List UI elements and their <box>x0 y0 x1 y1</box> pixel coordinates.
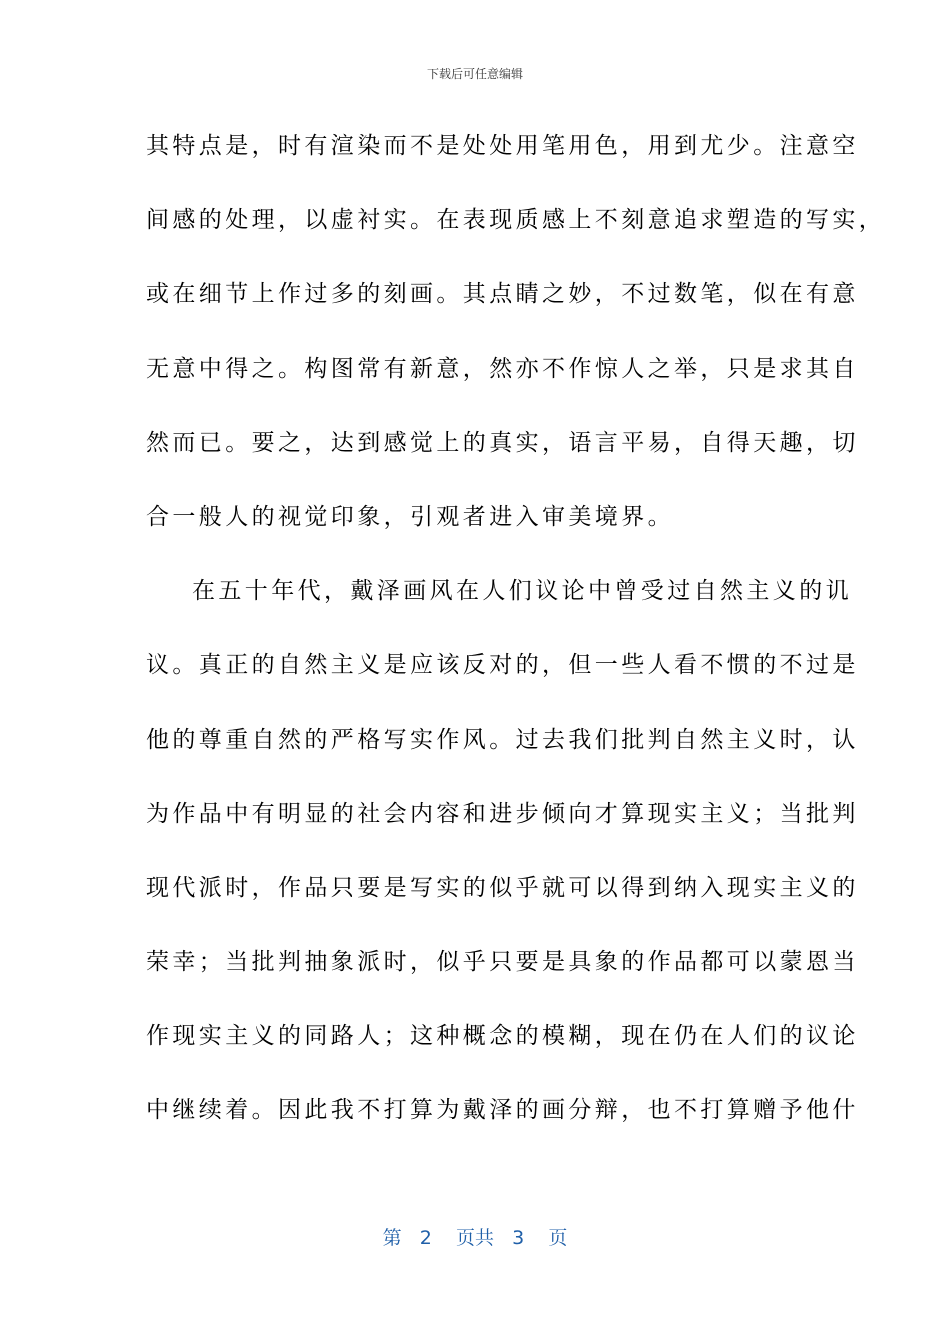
text-line: 现代派时，作品只要是写实的似乎就可以得到纳入现实主义的 <box>146 874 859 901</box>
text-line: 作现实主义的同路人；这种概念的模糊，现在仍在人们的议论 <box>146 1023 859 1050</box>
total-page-count: 3 <box>512 1227 525 1249</box>
current-page-number: 2 <box>419 1227 432 1249</box>
document-body <box>146 120 886 1159</box>
text-line: 间感的处理，以虚衬实。在表现质感上不刻意追求塑造的写实， <box>146 207 886 234</box>
text-line: 为作品中有明显的社会内容和进步倾向才算现实主义；当批判 <box>146 800 859 827</box>
text-line: 其特点是，时有渲染而不是处处用笔用色，用到尤少。注意空 <box>146 133 859 159</box>
text-line: 然而已。要之，达到感觉上的真实，语言平易，自得天趣，切 <box>146 429 859 456</box>
text-line: 无意中得之。构图常有新意，然亦不作惊人之举，只是求其自 <box>146 355 859 382</box>
text-line: 中继续着。因此我不打算为戴泽的画分辩，也不打算赠予他什 <box>146 1097 859 1124</box>
footer-prefix: 第 <box>382 1227 402 1249</box>
footer-suffix: 页 <box>548 1227 568 1249</box>
text-line: 他的尊重自然的严格写实作风。过去我们批判自然主义时，认 <box>146 726 859 753</box>
text-line: 或在细节上作过多的刻画。其点睛之妙，不过数笔，似在有意 <box>146 281 859 308</box>
paragraph-start-line: 在五十年代，戴泽画风在人们议论中曾受过自然主义的讥 <box>192 578 852 605</box>
text-line: 议。真正的自然主义是应该反对的，但一些人看不惯的不过是 <box>146 652 859 679</box>
page-number-footer <box>0 1224 950 1252</box>
page-header: 下载后可任意编辑 <box>426 67 523 81</box>
text-line: 合一般人的视觉印象，引观者进入审美境界。 <box>146 503 674 530</box>
footer-middle: 页共 <box>455 1227 494 1249</box>
text-line: 荣幸；当批判抽象派时，似乎只要是具象的作品都可以蒙恩当 <box>146 949 859 976</box>
